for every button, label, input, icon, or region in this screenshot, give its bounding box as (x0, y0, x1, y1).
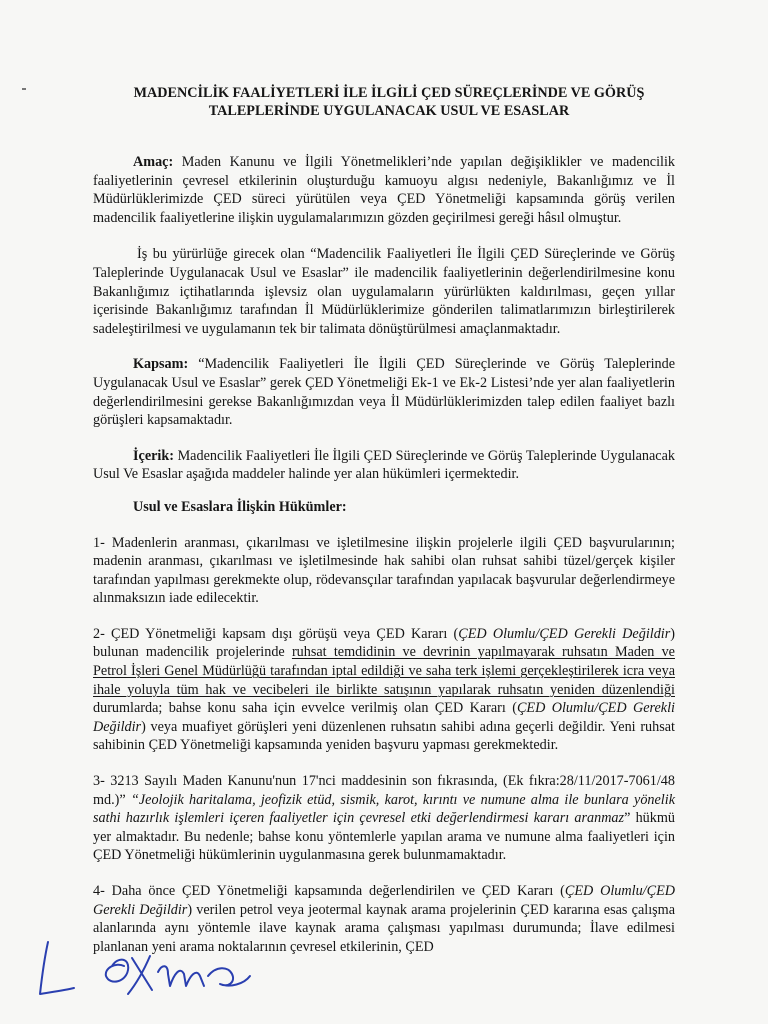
item-3 (93, 772, 675, 865)
item-2-text-2: ) bulunan madencilik projelerinde (93, 625, 675, 661)
paragraph-kapsam (93, 355, 675, 429)
item-3-italic: “Jeolojik haritalama, jeofizik etüd, sismik, karot, kırıntı ve numune alma ile bunlara yönelik sathi hazırlık işlemleri içeren faaliyetler için çevresel etki değerlendirmesi kararı aranmaz (93, 791, 675, 827)
amac-label: Amaç: (133, 154, 174, 170)
title-line-2: TALEPLERİNDE UYGULANACAK USUL VE ESASLAR (208, 103, 570, 119)
paragraph-amac (93, 153, 675, 227)
item-1-number: 1- (93, 534, 105, 551)
item-2-italic-1: ÇED Olumlu/ÇED Gerekli Değildir (458, 625, 671, 642)
document-title (80, 84, 698, 120)
kapsam-label: Kapsam: (133, 356, 189, 373)
paragraph-icerik (93, 447, 675, 484)
title-line-1: MADENCİLİK FAALİYETLERİ İLE İLGİLİ ÇED SÜREÇLERİNDE VE GÖRÜŞ (133, 85, 645, 101)
handwritten-signature (32, 936, 292, 1006)
item-4-number: 4- (93, 883, 105, 899)
item-2-underlined: ruhsat temdidinin ve devrinin yapılmayarak ruhsatın Maden ve Petrol İşleri Genel Müdürlüğü tarafından iptal edildiği ve saha terk işlemi gerçekleştirilerek icra veya ihale yoluyla tüm hak ve vecibeleri ile birlikte satışının yapılarak ruhsatın yeniden düzenlendiği (93, 644, 675, 698)
item-3-text-2: ” hükmü yer almaktadır. Bu nedenle; bahse konu yöntemlerle yapılan arama ve numune alma faaliyetleri için ÇED Yönetmeliği hükümlerinin uygulanmasına gerek bulunmamaktadır. (93, 810, 675, 864)
item-2-text-1: ÇED Yönetmeliği kapsam dışı görüşü veya ÇED Kararı ( (104, 625, 459, 642)
kapsam-text: “Madencilik Faaliyetleri İle İlgili ÇED Süreçlerinde ve Görüş Taleplerinde Uygulanacak Usul ve Esaslar” gerek ÇED Yönetmeliği Ek-1 ve Ek-2 Listesi’nde yer alan faaliyetlerin değerlendirilmesini gerekse Bakanlığımızdan veya İl Müdürlüklerimizden talep edilen faaliyet bazlı görüşleri kapsamaktadır. (93, 356, 675, 429)
item-2-italic-2: ÇED Olumlu/ÇED Gerekli Değildir (93, 700, 675, 735)
icerik-label: İçerik: (133, 447, 174, 464)
amac-text: Maden Kanunu ve İlgili Yönetmelikleri’nde yapılan değişiklikler ve madencilik faaliyetlerinin çevresel etkilerinin oluşturduğu kamuoyu algısı nedeniyle, Bakanlığımız ve İl Müdürlüklerimizde ÇED süreci yürütülen veya ÇED Yönetmeliği kapsamında görüş verilen madencilik faaliyetlerine ilişkin uygulamalarımızın gözden geçirilmesi gereği hâsıl olmuştur. (93, 154, 675, 226)
item-2-text-4: ) veya muafiyet görüşleri yeni düzenlenen ruhsatın sahibi adına geçerli değildir. Yeni ruhsat sahibinin ÇED Yönetmeliği kapsamında yeniden başvuru yapması gerekmektedir. (93, 718, 675, 754)
item-1-text: Madenlerin aranması, çıkarılması ve işletilmesine ilişkin projelerle ilgili ÇED başvurularının; madenin aranması, çıkarılması ve işletilmesinde hak sahibi olan ruhsat sahibi tüzel/gerçek kişiler tarafından yapılması gerekmekte olup, rödevansçılar tarafından yapılacak başvurular değerlendirmeye alınmaksızın iade edilecektir. (93, 534, 675, 607)
item-3-number: 3- (93, 773, 105, 790)
icerik-text: Madencilik Faaliyetleri İle İlgili ÇED Süreçlerinde ve Görüş Taleplerinde Uygulanacak Usul Ve Esaslar aşağıda maddeler halinde yer alan hükümleri içermektedir. (93, 447, 675, 483)
item-4-text-1: Daha önce ÇED Yönetmeliği kapsamında değerlendirilen ve ÇED Kararı ( (104, 883, 565, 899)
document-body (93, 153, 675, 956)
item-3-text-1: 3213 Sayılı Maden Kanunu'nun 17'nci maddesinin son fıkrasında, (Ek fıkra:28/11/2017-7061/48 md.)” (93, 773, 675, 808)
item-2 (93, 625, 675, 755)
scan-mark (22, 88, 26, 90)
section-heading: Usul ve Esaslara İlişkin Hükümler: (133, 498, 347, 515)
item-4-italic: ÇED Olumlu/ÇED Gerekli Değildir (93, 883, 675, 918)
item-2-number: 2- (93, 625, 105, 642)
item-4-text-2: ) verilen petrol veya jeotermal kaynak arama projelerinin ÇED kararına esas çalışma alanlarında aynı yöntemle ilave kaynak arama çalışması yapılması durumunda; İlave edilmesi planlanan yeni arama noktalarının çevresel etkilerinin, ÇED (93, 901, 675, 955)
item-1 (93, 534, 675, 608)
paragraph-is-bu: İş bu yürürlüğe girecek olan “Madencilik Faaliyetleri İle İlgili ÇED Süreçlerinde ve Görüş Taleplerinde Uygulanacak Usul ve Esaslar” ile madencilik faaliyetlerinin değerlendirilmesine konu Bakanlığımız içtihatlarında işlevsiz olan uygulamaların yürürlükten kaldırılması, geçen yıllar içerisinde Bakanlığımız tarafından İl Müdürlüklerimize gönderilen talimatlarımızın birleştirilerek sadeleştirilmesi ve uygulamanın tek bir talimata dönüştürülmesi amaçlanmaktadır. (93, 246, 675, 337)
item-2-text-3: durumlarda; bahse konu saha için evvelce verilmiş olan ÇED Kararı ( (93, 700, 517, 717)
